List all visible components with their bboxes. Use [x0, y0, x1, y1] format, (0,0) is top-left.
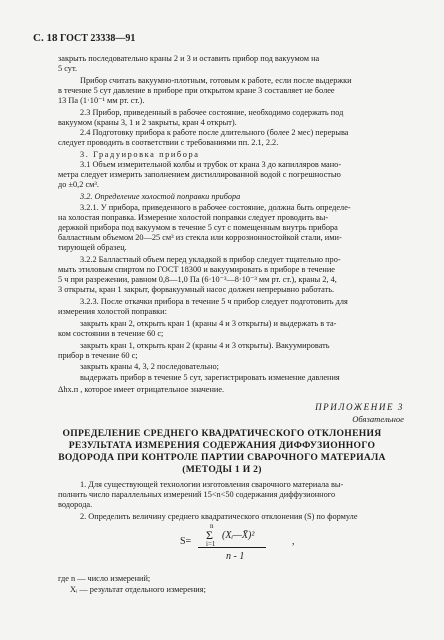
text-line: закрыть кран 2, открыть кран 1 (краны 4 и 3 открыты) и выдержать в та-	[80, 319, 337, 328]
title-line: РЕЗУЛЬТАТА ИЗМЕРЕНИЯ СОДЕРЖАНИЯ ДИФФУЗИОННОГО	[68, 440, 376, 451]
denominator: n - 1	[226, 551, 245, 562]
text-line: держкой прибора под вакуумом в течение 5 сут с помещенным внутрь прибора	[58, 223, 338, 232]
page-number: С. 18	[33, 32, 58, 44]
text-line: ком состоянии в течение 60 с;	[58, 329, 164, 338]
text-line: Прибор считать вакуумно-плотным, готовым к работе, если после выдержки	[80, 76, 352, 85]
title-line: ВОДОРОДА ПРИ КОНТРОЛЕ ПАРТИИ СВАРОЧНОГО МАТЕРИАЛА	[58, 452, 386, 463]
text-line: 3.1 Объем измерительной колбы и трубок от крана 3 до капилляров мано-	[80, 160, 342, 169]
text-line: метра следует измерить заполнением дистиллированной водой с погрешностью	[58, 170, 341, 179]
text-line: 5 сут.	[58, 64, 78, 73]
text-line: 3 открыты, кран 1 закрыт, форвакуумный насос должен непрерывно работать.	[58, 285, 335, 294]
text-line: до ±0,2 см³.	[58, 180, 99, 189]
text-line: вакуумом (краны 3, 1 и 2 закрыты, кран 4 открыт).	[58, 118, 237, 127]
text-line: водорода.	[58, 500, 93, 509]
formula-lhs: S=	[180, 536, 192, 547]
text-line: балластным объемом 20—25 см³ из стекла или коррозионностойкой стали, ими-	[58, 233, 342, 242]
text-line: на холостая поправка. Измерение холостой поправки следует проводить вы-	[58, 213, 329, 222]
text-line: измерения холостой поправки:	[58, 307, 167, 316]
text-line: прибор в течение 60 с;	[58, 351, 138, 360]
text-line: Δhх.п , которое имеет отрицательное значение.	[58, 385, 225, 394]
text-line: 3.2.2 Балластный объем перед укладкой в прибор следует тщательно про-	[80, 255, 341, 264]
text-line: полнить число параллельных измерений 15<n<50 содержания диффузионного	[58, 490, 336, 499]
text-line: 1. Для существующей технологии изготовления сварочного материала вы-	[80, 480, 344, 489]
sum-sign: Σ	[206, 528, 213, 542]
text-line: 3.2.1. У прибора, приведенного в рабочее состояние, должна быть определе-	[80, 203, 351, 212]
title-line: (МЕТОДЫ 1 И 2)	[182, 464, 262, 475]
fraction-bar	[198, 547, 266, 548]
page-header	[33, 32, 135, 45]
text-line: следует проводить в соответствии с требованиями пп. 2.1, 2.2.	[58, 138, 279, 147]
appendix-status: Обязательное	[352, 414, 404, 424]
legend-line: где n — число измерений;	[58, 574, 151, 583]
text-line: в течение 5 сут давление в приборе при открытом кране 3 составляет не более	[58, 86, 335, 95]
text-line: 2.3 Прибор, приведенный в рабочее состояние, необходимо содержать под	[80, 108, 344, 117]
text-line: тирующей образец.	[58, 243, 127, 252]
summand: (Xᵢ—X̄)²	[222, 530, 255, 541]
sum-upper-limit: n	[210, 522, 214, 530]
text-line: мыть этиловым спиртом по ГОСТ 18300 и вакуумировать в приборе в течение	[58, 265, 335, 274]
text-line: закрыть краны 4, 3, 2 последовательно;	[80, 362, 219, 371]
sum-lower-limit: i=1	[206, 540, 216, 548]
title-line: ОПРЕДЕЛЕНИЕ СРЕДНЕГО КВАДРАТИЧЕСКОГО ОТКЛОНЕНИЯ	[62, 428, 382, 439]
text-line: 13 Па (1·10⁻¹ мм рт. ст.).	[58, 96, 145, 105]
legend-line: Xᵢ — результат отдельного измерения;	[70, 585, 206, 594]
text-line: 2.4 Подготовку прибора к работе после длительного (более 2 мес) перерыва	[80, 128, 349, 137]
text-line: закрыть кран 1, открыть кран 2 (краны 4 и 3 открыты). Вакуумировать	[80, 341, 330, 350]
text-line: 5 ч при разрежении, равном 0,8—1,0 Па (6·10⁻³—8·10⁻³ мм рт. ст.), краны 2, 4,	[58, 275, 337, 284]
formula-comma: ,	[292, 536, 295, 547]
section-heading: 3. Градуировка прибора	[80, 150, 200, 159]
subsection-heading: 3.2. Определение холостой поправки прибора	[80, 192, 241, 201]
appendix-label: ПРИЛОЖЕНИЕ 3	[315, 402, 404, 412]
text-line: выдержать прибор в течение 5 сут, зарегистрировать изменение давления	[80, 373, 340, 382]
text-line: 3.2.3. После откачки прибора в течение 5 ч прибор следует подготовить для	[80, 297, 348, 306]
text-line: 2. Определить величину среднего квадратического отклонения (S) по формуле	[80, 512, 358, 521]
standard-code: ГОСТ 23338—91	[59, 33, 136, 44]
text-line: закрыть последовательно краны 2 и 3 и оставить прибор под вакуумом на	[58, 54, 320, 63]
